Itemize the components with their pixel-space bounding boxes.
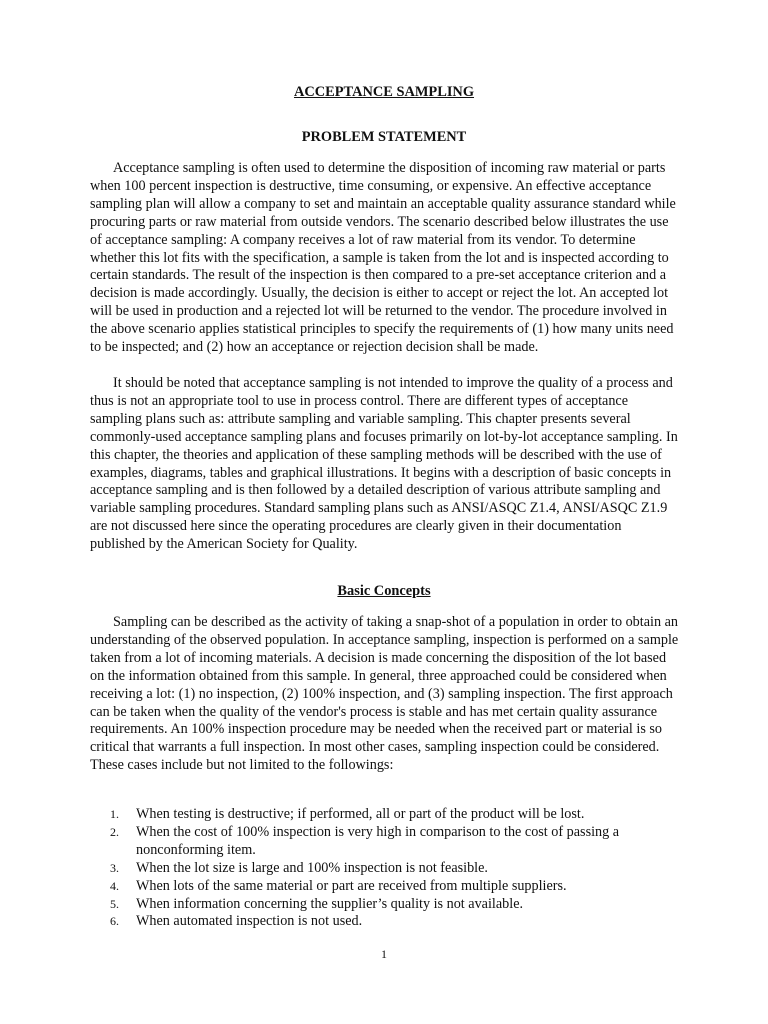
list-item-number: 3.: [110, 860, 119, 875]
list-item: [110, 824, 690, 860]
page-number: 1: [381, 947, 387, 961]
paragraph-basic-concepts: Sampling can be described as the activity of taking a snap-shot of a population in order to obtain an understanding of the observed population. In acceptance sampling, inspection is performed on a sample taken from a lot of incoming materials. A decision is made concerning the disposition of the lot based on the information obtained from this sample. In general, three approached could be considered when receiving a lot: (1) no inspection, (2) 100% inspection, and (3) sampling inspection. The first approach can be taken when the quality of the vendor's process is stable and has met certain quality assurance requirements. An 100% inspection procedure may be needed when the received part or material is so critical that warrants a full inspection. In most other cases, sampling inspection could be considered. These cases include but not limited to the followings:: [90, 614, 679, 774]
list-item-number: 4.: [110, 878, 119, 893]
list-item-number: 1.: [110, 807, 119, 821]
list-item-text: When testing is destructive; if performed, all or part of the product will be lost.: [136, 806, 585, 822]
document-title-text: ACCEPTANCE SAMPLING: [293, 84, 475, 100]
list-item-text: When the lot size is large and 100% inspection is not feasible.: [136, 859, 488, 876]
paragraph-scope: It should be noted that acceptance sampling is not intended to improve the quality of a process and thus is not an appropriate tool to use in process control. There are different types of acceptance sampling plans such as: attribute sampling and variable sampling. This chapter presents several commonly-used acceptance sampling plans and focuses primarily on lot-by-lot acceptance sampling. In this chapter, the theories and application of these sampling methods will be described with the use of examples, diagrams, tables and graphical illustrations. It begins with a description of basic concepts in acceptance sampling and is then followed by a detailed description of various attribute sampling and variable sampling procedures. Standard sampling plans such as ANSI/ASQC Z1.4, ANSI/ASQC Z1.9 are not discussed here since the operating procedures are clearly given in their documentation published by the American Society for Quality.: [90, 375, 678, 553]
list-item-text: When the cost of 100% inspection is very high in comparison to the cost of passing a nonconforming item.: [136, 823, 620, 858]
list-item-text: When automated inspection is not used.: [136, 913, 363, 930]
list-item: [110, 806, 690, 824]
sampling-cases-list: [110, 806, 690, 931]
paragraph-intro: Acceptance sampling is often used to determine the disposition of incoming raw material or parts when 100 percent inspection is destructive, time consuming, or expensive. An effective acceptance sampling plan will allow a company to set and maintain an acceptable quality assurance standard while procuring parts or raw material from outside vendors. The scenario described below illustrates the use of acceptance sampling: A company receives a lot of raw material from its vendor. To determine whether this lot fits with the specification, a sample is taken from the lot and is inspected according to certain standards. The result of the inspection is then compared to a pre-set acceptance criterion and a decision is made accordingly. Usually, the decision is either to accept or reject the lot. An accepted lot will be used in production and a rejected lot will be returned to the vendor. The procedure involved in the above scenario applies statistical principles to specify the requirements of (1) how many units need to be inspected; and (2) how an acceptance or rejection decision shall be made.: [90, 160, 676, 356]
list-item-text: When information concerning the supplier’s quality is not available.: [136, 895, 524, 912]
basic-concepts-heading: Basic Concepts: [337, 583, 431, 599]
list-item: [110, 878, 690, 896]
list-item: [110, 913, 690, 931]
problem-statement-heading: PROBLEM STATEMENT: [301, 129, 467, 145]
list-item-number: 6.: [110, 914, 119, 929]
list-item: [110, 896, 690, 914]
list-item-number: 2.: [110, 824, 119, 839]
list-item-number: 5.: [110, 896, 119, 911]
list-item-text: When lots of the same material or part are received from multiple suppliers.: [136, 877, 567, 894]
document-title: [0, 84, 768, 102]
list-item: [110, 860, 690, 878]
